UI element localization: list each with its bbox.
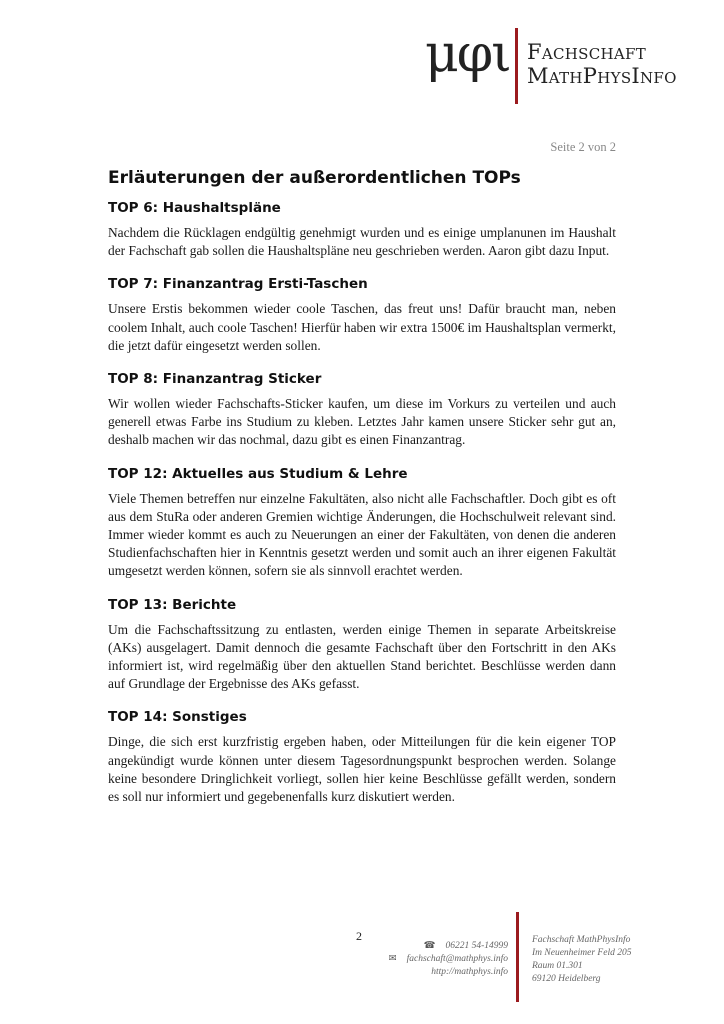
logo-line-2: MathPhysInfo <box>527 64 677 88</box>
logo-greek-letters: μφι <box>425 24 510 84</box>
mail-icon: ✉ <box>388 954 397 964</box>
footer-phone: 06221 54-14999 <box>445 941 508 951</box>
section-body-top12: Viele Themen betreffen nur einzelne Fakultäten, also nicht alle Fachschaftler. Doch gibt es oft aus dem StuRa oder anderen Gremien wichtige Änderungen, die Hochschulweit relevant sind. Immer wieder kommt es auch zu Neuerungen an einer der Fakultäten, von denen die anderen Studienfachschaften hier in Kenntnis gesetzt werden und somit auch an ihrer eigenen Fakultät umgesetzt werden können, sofern sie als sinnvoll erachtet werden. <box>108 490 616 579</box>
footer-contact <box>389 940 508 979</box>
footer-email[interactable]: fachschaft@mathphys.info <box>406 954 508 964</box>
logo-line-1: Fachschaft <box>527 40 647 64</box>
section-heading-top8: TOP 8: Finanzantrag Sticker <box>108 371 322 388</box>
section-body-top13: Um die Fachschaftssitzung zu entlasten, werden einige Themen in separate Arbeitskreise (AKs) ausgelagert. Damit dennoch die gesamte Fachschaft über den Fortschritt in den AKs informiert ist, wird regelmäßig über den aktuellen Stand berichtet. Beschlüsse werden dann auf Grundlage der Ergebnisse des AKs gefasst. <box>108 621 616 692</box>
section-heading-top14: TOP 14: Sonstiges <box>108 709 247 726</box>
section-heading-top7: TOP 7: Finanzantrag Ersti-Taschen <box>108 276 368 293</box>
footer-phone-line <box>389 940 508 953</box>
document-body <box>108 168 616 822</box>
section-body-top8: Wir wollen wieder Fachschafts-Sticker kaufen, um diese im Vorkurs zu verteilen und auch generell etwas Farbe ins Studium zu kleben. Letztes Jahr kamen unsere Sticker sehr gut an, deshalb machen wir das nochmal, dazu gibt es einen Finanzantrag. <box>108 396 616 448</box>
logo-text <box>527 40 677 88</box>
footer-website[interactable]: http://mathphys.info <box>431 967 508 977</box>
footer-address-line: Im Neuenheimer Feld 205 <box>532 948 632 958</box>
logo-divider <box>515 28 518 104</box>
footer-address <box>532 934 631 986</box>
section-body-top7: Unsere Erstis bekommen wieder coole Taschen, das freut uns! Dafür braucht man, neben coolem Inhalt, auch coole Taschen! Hierfür haben wir extra 1500€ im Haushaltsplan vermerkt, die jetzt dafür eingesetzt werden sollen. <box>108 301 616 353</box>
section-heading-top6: TOP 6: Haushaltspläne <box>108 200 281 216</box>
phone-icon: ☎ <box>423 941 436 951</box>
section-body-top14: Dinge, die sich erst kurzfristig ergeben haben, oder Mitteilungen für die kein eigener TOP angekündigt wurde können unter diesem Tagesordnungspunkt besprochen werden. Solange keine besondere Dringlichkeit vorliegt, sollen hier keine Beschlüsse gefällt werden, sondern es soll nur informiert und gegebenenfalls kurz diskutiert werden. <box>108 734 616 805</box>
footer-page-number: 2 <box>356 929 362 943</box>
section-heading-top12: TOP 12: Aktuelles aus Studium & Lehre <box>108 465 408 482</box>
page-indicator: Seite 2 von 2 <box>550 140 616 154</box>
section-body-top6: Nachdem die Rücklagen endgültig genehmigt wurden und es einige umplanunen im Haushalt der Fachschaft gab sollen die Haushaltspläne neu geschrieben werden. Aaron gibt dazu Input. <box>108 225 616 259</box>
footer-address-line: 69120 Heidelberg <box>532 974 601 984</box>
footer-address-line: Fachschaft MathPhysInfo <box>532 935 631 945</box>
footer-divider <box>516 912 519 1002</box>
section-heading-top13: TOP 13: Berichte <box>108 596 237 613</box>
footer-address-line: Raum 01.301 <box>532 961 583 971</box>
footer-email-line <box>389 953 508 966</box>
document-title: Erläuterungen der außerordentlichen TOPs <box>108 168 521 188</box>
